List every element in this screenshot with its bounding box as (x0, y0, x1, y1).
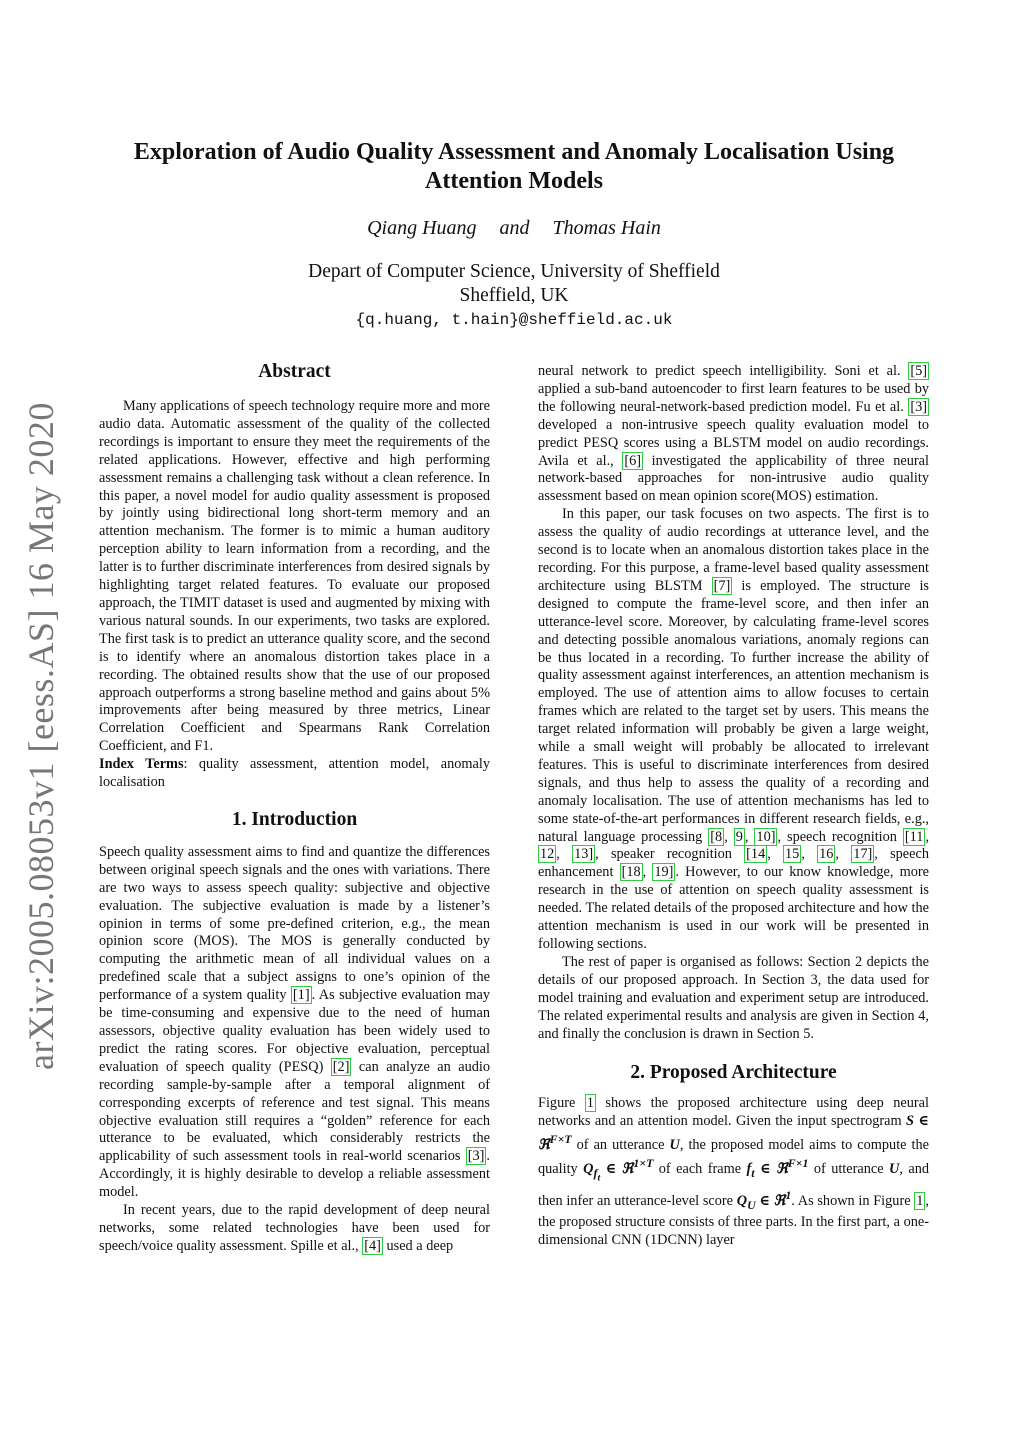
arch-text-f: of utterance (808, 1160, 890, 1177)
right-paragraph-3: The rest of paper is organised as follows: Section 2 depicts the details of our proposed approach. In Section 3, the data used for model training and evaluation and experiment setup are introduced. The related experimental results and analysis are given in Section 4, and finally the conclusion is drawn in Section 5. (538, 953, 929, 1042)
figure-link[interactable]: 1 (586, 1095, 594, 1112)
index-terms-text: : quality assessment, attention model, anomaly localisation (99, 756, 490, 791)
citation-link[interactable]: [5] (910, 363, 927, 379)
right-p2-text-d: , speaker recognition (595, 846, 745, 863)
math-qu-in: ∈ ℜ (755, 1192, 786, 1209)
arxiv-identifier: arXiv:2005.08053v1 [eess.AS] 16 May 2020 (21, 402, 61, 1070)
left-column (99, 360, 490, 1256)
citation-link[interactable]: [8 (710, 828, 723, 845)
location: Sheffield, UK (459, 285, 569, 306)
citation-link[interactable]: 16 (819, 846, 834, 863)
intro-p2-text-b: used a deep (382, 1237, 454, 1254)
math-frame-quality (583, 1155, 654, 1183)
math-qu: Q (736, 1192, 748, 1209)
architecture-paragraph-1 (538, 1095, 929, 1250)
citation-link[interactable]: 12 (540, 846, 555, 863)
index-terms-label: Index Terms (99, 756, 184, 773)
math-frame (746, 1155, 809, 1180)
author-and: and (499, 217, 530, 239)
citation-link[interactable]: 9 (735, 828, 743, 845)
math-f-in: ∈ ℜ (754, 1160, 788, 1177)
intro-paragraph-2 (99, 1202, 490, 1256)
citation-link[interactable]: [1] (292, 987, 310, 1004)
arch-text-d: , the proposed model aims to compute the quality (538, 1137, 929, 1177)
affiliation: Depart of Computer Science, University of Sheffield (308, 261, 720, 282)
authors (100, 217, 928, 240)
right-p2-text-b: is employed. The structure is designed to compute the frame-level score, and then infer an utterance-level score. Moreover, by calculating frame-level scores and detecting possible anomalous variations, anomaly regions can be thus located in a recording. To further increase the ability of quality assessment against interferences, an attention mechanism is employed. The use of attention aims to allow focuses to certain frames which are related to the target set by users. This means the target related information will probably be given a large weight, while a small weight will probably be allocated to irrelevant features. This is useful to discriminate interferences from desired signals, and thus help to assess the quality of a recording and anomaly localisation. The use of attention mechanisms has led to some state-of-the-art performances in different research fields, e.g., natural language processing (538, 577, 929, 845)
right-p1-text-a: neural network to predict speech intelligibility. Soni et al. (538, 363, 909, 379)
intro-p2-text-a: In recent years, due to the rapid development of deep neural networks, some related technologies have been used for speech/voice quality assessment. Spille et al., (99, 1202, 490, 1254)
right-p2-text-c: , speech recognition (777, 828, 903, 845)
arch-text-c: of an utterance (571, 1137, 670, 1154)
title-line-1: Exploration of Audio Quality Assessment and Anomaly Localisation Using (133, 139, 895, 165)
arch-text-b: shows the proposed architecture using deep neural networks and an attention model. Given the input spectrogram (538, 1095, 929, 1130)
math-q-sub: f (593, 1165, 598, 1180)
math-utterance-score (736, 1187, 792, 1212)
right-column (538, 363, 929, 1250)
right-paragraph-1 (538, 363, 929, 506)
citation-link[interactable]: [2] (332, 1058, 350, 1075)
right-p1-text-c: developed a non-intrusive speech quality evaluation model to predict PESQ scores using a BLSTM model on audio recordings. Avila et al., (538, 416, 929, 469)
right-p1-text-b: applied a sub-band autoencoder to first learn features to be used by the following neural-network-based prediction model. Fu et al. (538, 380, 929, 415)
figure-link[interactable]: 1 (916, 1192, 924, 1209)
intro-p1-text-b: . As subjective evaluation may be time-consuming and expensive due to the need of human assessors, objective quality evaluation has been widely used to predict the rating scores. For objective evaluation, perceptual evaluation of speech quality (PESQ) (99, 987, 490, 1075)
math-q-sup: 1×T (633, 1155, 654, 1170)
math-qu-sup: 1 (785, 1187, 792, 1202)
intro-p1-text-c: can analyze an audio recording sample-by-sample after a temporal alignment of corresponding excerpts of reference and test signal. This means objective evaluation still requires a “golden” reference for each utterance to be evaluated, which considerably restricts the applicability of such assessment tools in real-world scenarios (99, 1058, 490, 1165)
paper-title (100, 138, 928, 196)
intro-p1-text-a: Speech quality assessment aims to find and quantize the differences between original speech signals and the ones with variations. There are two ways to assess speech quality: subjective and objective evaluation. The subjective evaluation is made by a listener’s opinion in terms of some pre-defined criterion, e.g., the mean opinion score (MOS). The MOS is generally conducted by computing the arithmetic mean of all individual values on a predefined scale that a subject assigns to one’s opinion of the performance of a system quality (99, 843, 490, 1004)
abstract-heading: Abstract (258, 361, 331, 382)
citation-link[interactable]: 19] (654, 864, 674, 881)
author-1: Qiang Huang (367, 217, 477, 239)
citation-link[interactable]: [18 (621, 864, 641, 881)
citation-link[interactable]: [6] (624, 452, 642, 469)
math-q-subsub: t (597, 1171, 601, 1183)
right-p2-text-f: . However, to our know knowledge, more research in the use of attention on speech quality assessment is needed. The related details of the proposed architecture and how the attention mechanism is used in our work will be presented in following sections. (538, 864, 929, 952)
citation-link[interactable]: 10] (756, 828, 776, 845)
introduction-heading: 1. Introduction (231, 808, 358, 830)
math-q-in: ∈ ℜ (600, 1160, 634, 1177)
citation-link[interactable]: [4] (364, 1237, 381, 1254)
arch-text-e: of each frame (653, 1160, 747, 1177)
citation-link[interactable]: 17] (853, 846, 873, 863)
right-p2-text-a: In this paper, our task focuses on two aspects. The first is to assess the quality of audio recordings at utterance level, and the second is to locate when an anomalous distortion takes place in the recording. For this purpose, a frame-level based quality assessment architecture using BLSTM (538, 506, 929, 594)
affiliation-block (100, 260, 928, 308)
math-qu-sub: U (747, 1197, 756, 1212)
arch-text-h: . As shown in Figure (791, 1192, 915, 1209)
citation-link[interactable]: [3] (910, 398, 927, 415)
math-f: f (746, 1160, 752, 1177)
math-s-sup: F×T (549, 1132, 572, 1147)
citation-link[interactable]: 15 (785, 846, 800, 863)
arch-text-i: , the proposed structure consists of three parts. In the first part, a one-dimensional CNN (1DCNN) layer (538, 1192, 929, 1249)
citation-link[interactable]: [14 (746, 846, 766, 863)
arch-text-g: , and then infer an utterance-level score (538, 1160, 929, 1209)
citation-link[interactable]: [3] (467, 1148, 485, 1165)
math-s: S ∈ ℜ (538, 1113, 929, 1154)
citation-link[interactable]: [11 (904, 828, 924, 845)
proposed-architecture-heading: 2. Proposed Architecture (630, 1062, 837, 1084)
math-utterance-2: U (889, 1160, 900, 1177)
citation-link[interactable]: 13] (574, 846, 594, 863)
right-paragraph-2: In this paper, our task focuses on two aspects. The first is to assess the quality of audio recordings at utterance level, and the second is to locate when an anomalous distortion takes place in the recording. For this purpose, a frame-level based quality assessment architecture using BLSTM [7] is employed. The structure is designed to compute the frame-level score, and then infer an utterance-level score. Moreover, by calculating frame-level scores and detecting possible anomalous variations, anomaly regions can be thus located in a recording. To further increase the ability of quality assessment against interferences, an attention mechanism is employed. The use of attention aims to allow focuses to certain frames which are related to the target set by users. This means the target related information will probably be given a large weight, while a small weight will probably be allocated to irrelevant features. This is useful to discriminate interferences from desired signals, and thus help to assess the quality of a recording and anomaly localisation. The use of attention mechanisms has led to some state-of-the-art performances in different research fields, e.g., natural language processing [8 , 9 , 10] , speech recognition [11 , 12 , 13] , speaker recognition [14 , 15 , 16 , 17] , speech enhancement [18 , 19] . However, to our know knowledge, more research in the use of attention on speech quality assessment is needed. The related details of the proposed architecture and how the attention mechanism is used in our work will be presented in following sections. (538, 506, 930, 952)
intro-paragraph-1 (99, 844, 490, 1202)
citation-link[interactable]: [7] (713, 577, 731, 594)
author-email[interactable]: {q.huang, t.hain}@sheffield.ac.uk (355, 311, 673, 329)
math-utterance: U (669, 1137, 680, 1154)
intro-p1-text-d: . Accordingly, it is highly desirable to develop a reliable assessment model. (99, 1148, 490, 1201)
math-q: Q (583, 1160, 594, 1177)
author-2: Thomas Hain (552, 217, 661, 239)
math-f-sup: F×1 (787, 1155, 809, 1170)
arch-text-a: Figure (538, 1095, 585, 1112)
right-p1-text-d: investigated the applicability of three neural network-based approaches for non-intrusive audio quality assessment based on mean opinion score(MOS) estimation. (538, 452, 929, 505)
abstract-text: Many applications of speech technology require more and more audio data. Automatic assessment of the quality of the collected recordings is important to ensure they meet the requirements of the related applications. However, effective and high performing assessment remains a challenging task without a clean reference. In this paper, a novel model for audio quality assessment is proposed by jointly using bidirectional long short-term memory and an attention mechanism. The former is to mimic a human auditory perception ability to learn information from a recording, and the latter is to further discriminate interferences from desired signals by highlighting target related features. To evaluate our proposed approach, the TIMIT dataset is used and augmented by mixing with various natural sounds. In our experiments, two tasks are explored. The first task is to predict an utterance quality score, and the second is to identify where an anomalous distortion takes place in a recording. The obtained results show that the use of our proposed approach outperforms a strong baseline method and gains about 5% improvements after being measured by three metrics, Linear Correlation Coefficient and Spearmans Rank Correlation Coefficient, and F1. (99, 398, 490, 755)
index-terms (99, 756, 490, 792)
title-line-2: Attention Models (425, 168, 603, 194)
math-f-sub: t (751, 1165, 755, 1180)
right-p2-text-e: , speech enhancement (538, 846, 929, 881)
